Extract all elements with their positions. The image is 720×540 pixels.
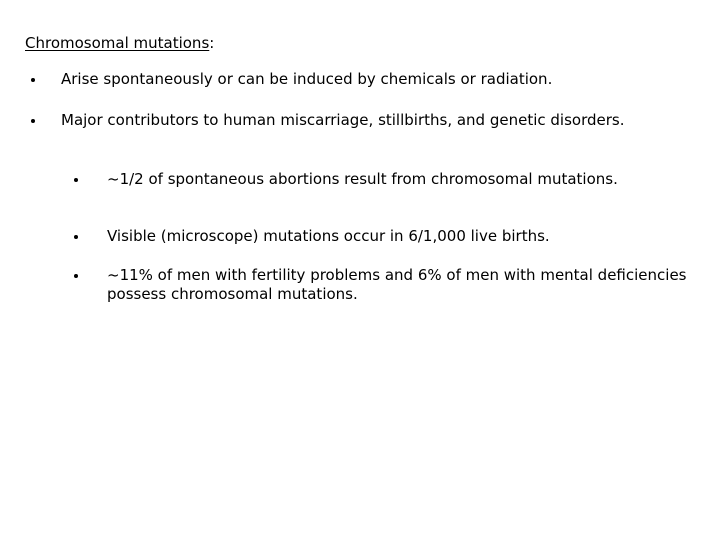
sub-bullet-item [74,266,687,304]
sub-bullet-dot-icon [74,235,78,239]
sub-bullet-text: Visible (microscope) mutations occur in 6/1,000 live births. [107,227,550,245]
sub-bullet-item [74,170,687,189]
sub-bullet-item [74,227,687,246]
sub-bullet-text: ~11% of men with fertility problems and 6% of men with mental deficiencies possess chromosomal mutations. [107,266,687,303]
sub-bullet-dot-icon [74,274,78,278]
sub-bullet-dot-icon [74,178,78,182]
bullet-dot-icon [31,119,35,123]
bullet-dot-icon [31,78,35,82]
slide-heading [25,34,214,53]
bullet-text: Major contributors to human miscarriage, stillbirths, and genetic disorders. [61,111,625,129]
sub-bullet-text: ~1/2 of spontaneous abortions result from chromosomal mutations. [107,170,618,188]
bullet-text: Arise spontaneously or can be induced by chemicals or radiation. [61,70,553,88]
bullet-item [31,70,661,89]
bullet-item [31,111,661,130]
heading-title: Chromosomal mutations [25,34,210,52]
heading-colon: : [209,34,215,52]
